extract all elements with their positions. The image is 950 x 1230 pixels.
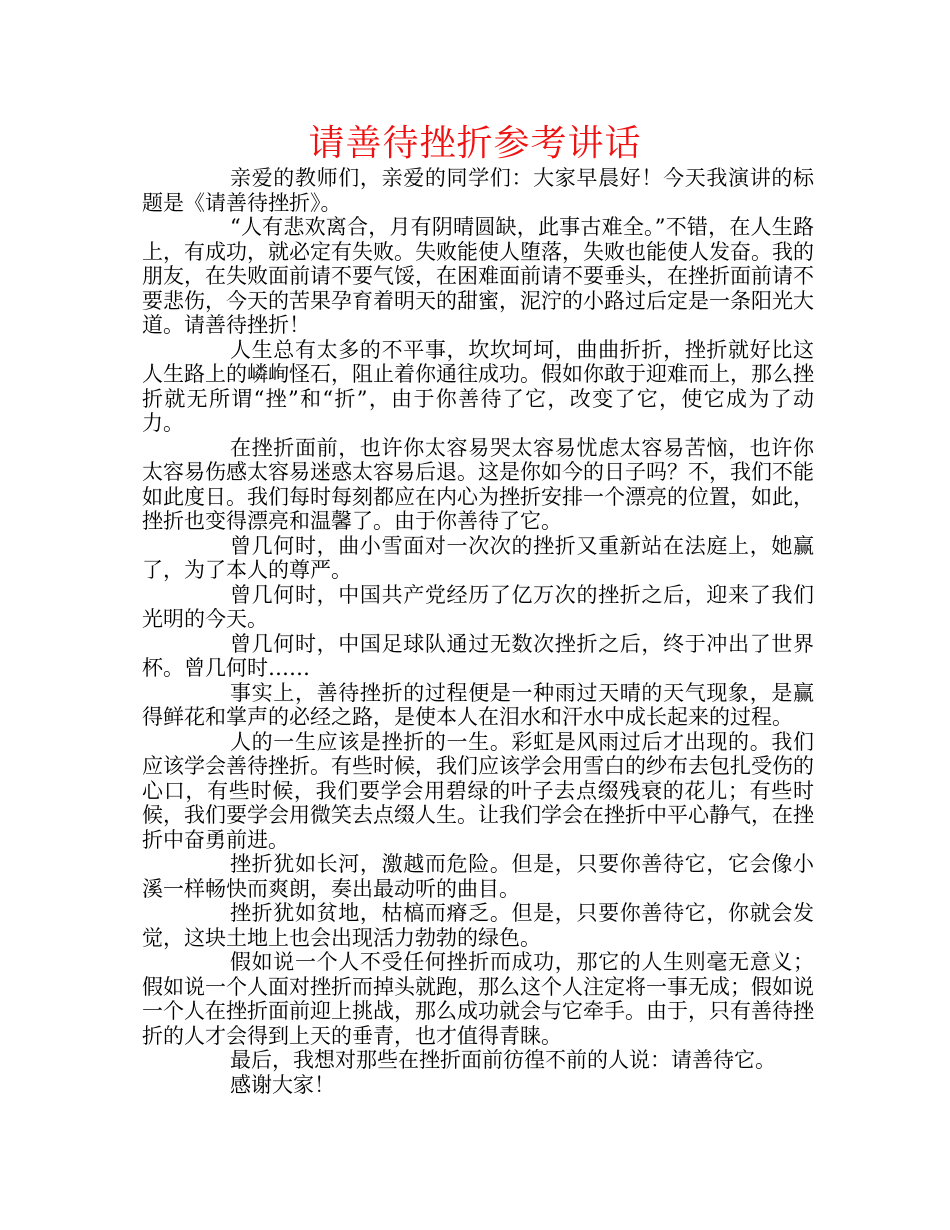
paragraph-3: 人生总有太多的不平事，坎坎坷坷，曲曲折折，挫折就好比这人生路上的嶙峋怪石，阻止着你通往成功。假如你敢于迎难而上，那么挫折就无所谓“挫”和“折”，由于你善待了它，改变了它，使它成为了动力。	[142, 337, 814, 435]
document-body	[142, 166, 814, 1097]
paragraph-6: 曾几何时，中国共产党经历了亿万次的挫折之后，迎来了我们光明的今天。	[142, 582, 814, 631]
paragraph-14: 感谢大家！	[230, 1072, 335, 1097]
paragraph-1: 亲爱的教师们，亲爱的同学们：大家早晨好！今天我演讲的标题是《请善待挫折》。	[142, 166, 814, 215]
paragraph-13: 最后，我想对那些在挫折面前彷徨不前的人说：请善待它。	[230, 1048, 776, 1072]
paragraph-4: 在挫折面前，也许你太容易哭太容易忧虑太容易苦恼，也许你太容易伤感太容易迷惑太容易后退。这是你如今的日子吗？不，我们不能如此度日。我们每时每刻都应在内心为挫折安排一个漂亮的位置，如此，挫折也变得漂亮和温馨了。由于你善待了它。	[142, 435, 814, 533]
page-title: 请善待挫折参考讲话	[308, 123, 642, 164]
paragraph-12: 假如说一个人不受任何挫折而成功，那它的人生则毫无意义；假如说一个人面对挫折而掉头就跑，那么这个人注定将一事无成；假如说一个人在挫折面前迎上挑战，那么成功就会与它牵手。由于，只有善待挫折的人才会得到上天的垂青，也才值得青睐。	[142, 950, 814, 1048]
paragraph-5: 曾几何时，曲小雪面对一次次的挫折又重新站在法庭上，她赢了，为了本人的尊严。	[142, 533, 814, 582]
paragraph-2: “人有悲欢离合，月有阴晴圆缺，此事古难全。”不错，在人生路上，有成功，就必定有失败。失败能使人堕落，失败也能使人发奋。我的朋友，在失败面前请不要气馁，在困难面前请不要垂头，在挫折面前请不要悲伤，今天的苦果孕育着明天的甜蜜，泥泞的小路过后定是一条阳光大道。请善待挫折！	[142, 215, 814, 337]
paragraph-7: 曾几何时，中国足球队通过无数次挫折之后，终于冲出了世界杯。曾几何时……	[142, 631, 814, 680]
paragraph-9: 人的一生应该是挫折的一生。彩虹是风雨过后才出现的。我们应该学会善待挫折。有些时候，我们应该学会用雪白的纱布去包扎受伤的心口，有些时候，我们要学会用碧绿的叶子去点缀残衰的花儿；有些时候，我们要学会用微笑去点缀人生。让我们学会在挫折中平心静气，在挫折中奋勇前进。	[142, 729, 814, 852]
paragraph-10: 挫折犹如长河，激越而危险。但是，只要你善待它，它会像小溪一样畅快而爽朗，奏出最动听的曲目。	[142, 852, 814, 901]
paragraph-11: 挫折犹如贫地，枯槁而瘠乏。但是，只要你善待它，你就会发觉，这块土地上也会出现活力勃勃的绿色。	[142, 901, 814, 950]
paragraph-8: 事实上，善待挫折的过程便是一种雨过天晴的天气现象，是赢得鲜花和掌声的必经之路，是使本人在泪水和汗水中成长起来的过程。	[142, 680, 814, 729]
